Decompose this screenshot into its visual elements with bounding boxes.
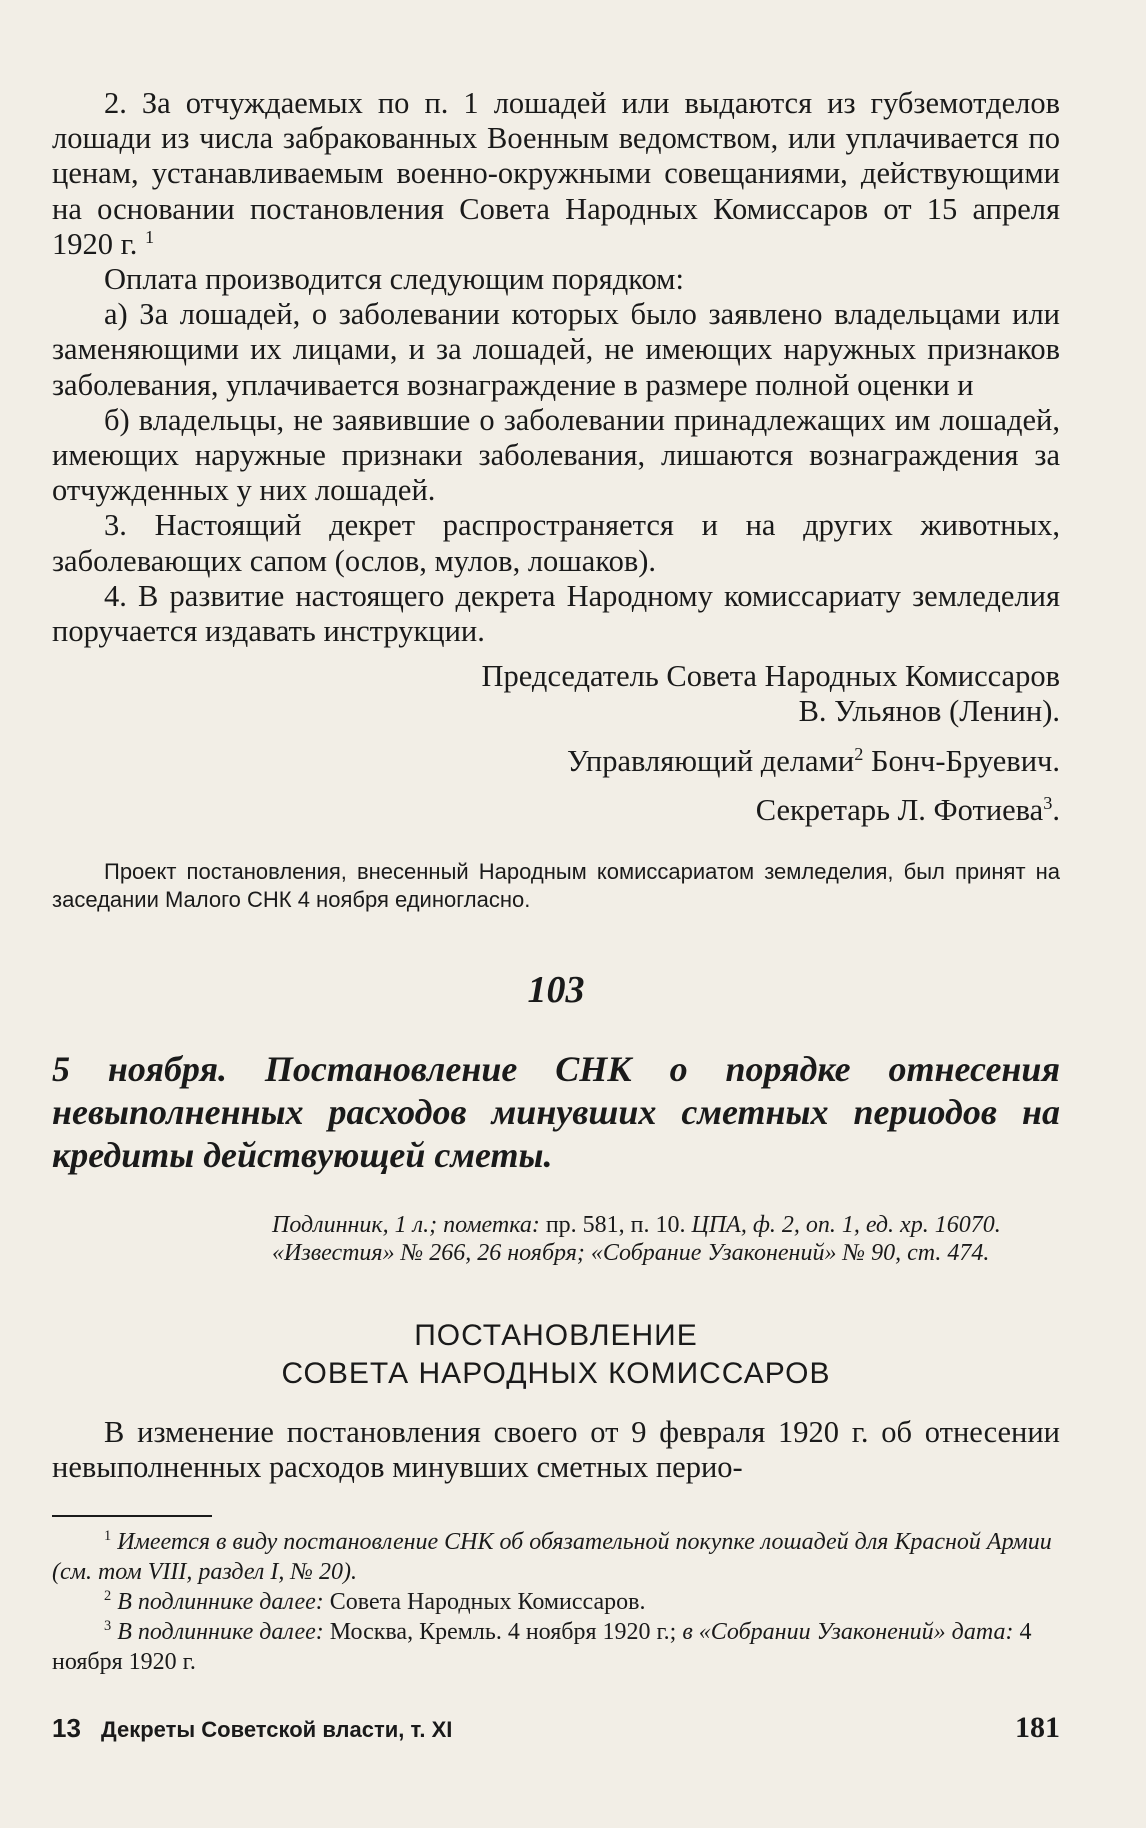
book-title: Декреты Советской власти, т. XI [101, 1717, 453, 1742]
decree-body: В изменение постановления своего от 9 февраля 1920 г. об отнесении невыполненных расходов минувших сметных перио- [52, 1415, 1060, 1485]
document-source [272, 1211, 1060, 1267]
paragraph-3: 3. Настоящий декрет распространяется и на других животных, заболевающих сапом (ослов, мулов, лошаков). [52, 508, 1060, 578]
footer-left [52, 1713, 452, 1744]
paragraph-4: 4. В развитие настоящего декрета Народному комиссариату земледелия поручается издавать инструкции. [52, 578, 1060, 649]
document-title: 5 ноября. Постановление СНК о порядке отнесения невыполненных расходов минувших сметных периодов на кредиты действующей сметы. [52, 1049, 1060, 1176]
paragraph-b: б) владельцы, не заявившие о заболевании принадлежащих им лошадей, имеющих наружные признаки заболевания, лишаются вознаграждения за отчужденных у них лошадей. [52, 402, 1060, 508]
decree-heading: ПОСТАНОВЛЕНИЕ СОВЕТА НАРОДНЫХ КОМИССАРОВ [281, 1319, 831, 1391]
paragraph-2: 2. За отчуждаемых по п. 1 лошадей или выдаются из губземотделов лошади из числа забракованных Военным ведомством, или уплачивается по ценам, устанавливаемым военно-окружными совещаниями, действующими на основании постановления Совета Народных Комиссаров от 15 апреля 1920 г. $^1$ [52, 86, 1060, 261]
page-content [52, 86, 1060, 1677]
source-line-1: Подлинник, 1 л.; пометка: пр. 581, п. 10. ЦПА, ф. 2, оп. 1, ед. хр. 16070. [272, 1212, 1001, 1239]
chair-title: Председатель Совета Народных Комиссаров [481, 659, 1060, 694]
secretary-signature: Секретарь Л. Фотиева$^3$. [755, 792, 1060, 827]
footnote-divider [52, 1515, 212, 1517]
footnote-3: $^3$ В подлиннике далее: Москва, Кремль. 4 ноября 1920 г.; в «Собрании Узаконений» дата: 4 ноября 1920 г. [52, 1618, 1032, 1676]
project-note: Проект постановления, внесенный Народным комиссариатом земледелия, был принят на заседании Малого СНК 4 ноября единогласно. [52, 859, 1060, 913]
page-footer [52, 1711, 1060, 1745]
document-number: 103 [527, 969, 585, 1012]
paragraph-payment: Оплата производится следующим порядком: [104, 262, 684, 297]
page-number: 181 [1015, 1711, 1060, 1744]
signature-block [52, 659, 1060, 828]
paragraph-a: а) За лошадей, о заболевании которых было заявлено владельцами или заменяющими их лицами, и за лошадей, не имеющих наружных признаков заболевания, уплачивается вознаграждение в размере полной оценки и [52, 297, 1060, 402]
footnote-2: $^2$ В подлиннике далее: Совета Народных Комиссаров. [104, 1588, 646, 1616]
footnote-ref-2[interactable]: 2 [854, 743, 864, 764]
footnote-ref-3[interactable]: 3 [1043, 792, 1053, 813]
chair-name: В. Ульянов (Ленин). [798, 694, 1060, 729]
footnote-ref-1[interactable]: 1 [144, 226, 155, 247]
source-line-2: «Известия» № 266, 26 ноября; «Собрание Узаконений» № 90, ст. 474. [272, 1240, 990, 1267]
signature-number: 13 [52, 1713, 81, 1743]
manager-signature: Управляющий делами$^2$ Бонч-Бруевич. [566, 743, 1060, 778]
footnote-1: $^1$ Имеется в виду постановление СНК об обязательной покупке лошадей для Красной Армии (см. том VIII, раздел I, № 20). [52, 1528, 1052, 1586]
